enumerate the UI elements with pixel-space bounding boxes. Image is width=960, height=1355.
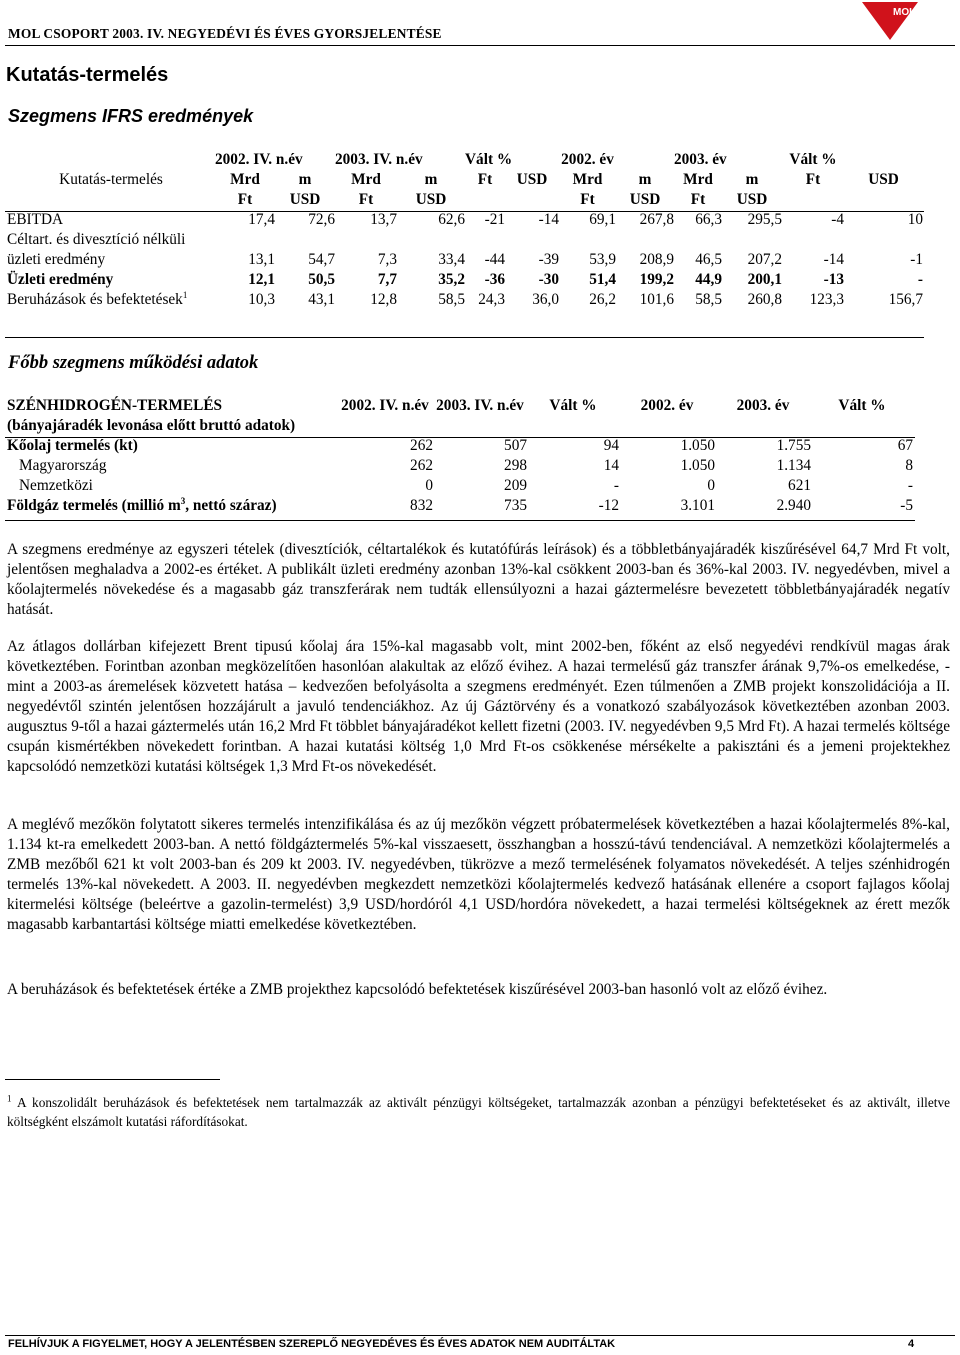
ifrs-corner-label: Kutatás-termelés <box>59 171 163 188</box>
footer-disclaimer: FELHÍVJUK A FIGYELMET, HOGY A JELENTÉSBEN SZEREPLŐ NEGYEDÉVES ÉS ÉVES ADATOK NEM AUDITÁLTAK <box>8 1338 616 1350</box>
ifrs-cell: 50,5 <box>308 271 335 288</box>
operating-cell: 262 <box>410 437 433 454</box>
ifrs-cell: 207,2 <box>747 251 782 268</box>
operating-cell: 735 <box>504 497 527 514</box>
operating-cell: 0 <box>707 477 715 494</box>
ifrs-cell: 53,9 <box>589 251 616 268</box>
ifrs-cell: 43,1 <box>308 291 335 308</box>
paragraph-segment-result: A szegmens eredménye az egyszeri tételek (divesztíciók, céltartalékok és kutatófúrás leírások) és a többletbányajáradék kiszűrésével 64,7 Mrd Ft volt, jelentősen meghaladva a 2002-es értéket. A publikált üzleti eredmény azonban 13%-kal csökkent 2003-ban és 36%-kal 2003. IV. negyedévben, mivel a kőolajtermelés növekedése és a magasabb gáz transzferárak nem tudták ellensúlyozni a hazai gáztermelésre bevezetett többletbányajáradék negatív hatását. <box>7 541 950 618</box>
operating-col-header: 2003. IV. n.év <box>436 397 524 414</box>
operating-data-table <box>7 396 913 516</box>
ifrs-cell: 13,7 <box>370 211 397 228</box>
operating-header-label <box>7 396 337 436</box>
operating-row-label-suffix: , nettó száraz) <box>185 497 277 514</box>
report-header-title: MOL CSOPORT 2003. IV. NEGYEDÉVI ÉS ÉVES GYORSJELENTÉSE <box>8 26 442 41</box>
ifrs-row-label <box>7 270 215 290</box>
footer-divider <box>5 1335 955 1336</box>
operating-table-row <box>7 496 913 516</box>
operating-cell: 621 <box>788 477 811 494</box>
operating-cell: 1.050 <box>680 457 715 474</box>
ifrs-cell: 58,5 <box>438 291 465 308</box>
ifrs-cell: 51,4 <box>589 271 616 288</box>
ifrs-col-header: 2003. IV. n.év <box>335 151 423 168</box>
ifrs-cell: 36,0 <box>532 291 559 308</box>
ifrs-col-header: USD <box>868 171 899 188</box>
operating-cell: 0 <box>425 477 433 494</box>
ifrs-cell: 200,1 <box>747 271 782 288</box>
ifrs-cell: -21 <box>484 211 505 228</box>
ifrs-row-label-text: Beruházások és befektetések <box>7 291 183 308</box>
ifrs-col-header <box>782 190 844 210</box>
ifrs-cell: 13,1 <box>248 251 275 268</box>
ifrs-row-label <box>7 210 215 230</box>
operating-row-label <box>7 456 337 476</box>
ifrs-cell: -14 <box>538 211 559 228</box>
ifrs-cell: -39 <box>538 251 559 268</box>
ifrs-header-divider <box>5 211 924 212</box>
operating-row-label-text: Földgáz termelés (millió m <box>7 497 181 514</box>
operating-row-label-text: Kőolaj termelés (kt) <box>7 437 138 454</box>
ifrs-row-label <box>7 230 215 270</box>
operating-cell: 1.134 <box>776 457 811 474</box>
ifrs-col-header: USD <box>415 191 447 208</box>
ifrs-col-header: Ft <box>358 191 374 208</box>
ifrs-corner-label <box>7 190 215 210</box>
footnote-divider <box>5 1079 220 1080</box>
ifrs-cell: 44,9 <box>695 271 722 288</box>
ifrs-col-header: 2002. év <box>561 151 614 168</box>
operating-col-header: 2003. év <box>736 397 790 414</box>
ifrs-col-header: 2002. IV. n.év <box>215 151 303 168</box>
operating-row-label-text: Magyarország <box>19 457 107 474</box>
ifrs-header-row <box>7 150 923 170</box>
ifrs-col-header <box>844 190 923 210</box>
ifrs-cell: 12,8 <box>370 291 397 308</box>
unit-superscript: 3 <box>180 495 186 506</box>
operating-data-title: Főbb szegmens működési adatok <box>8 353 259 373</box>
ifrs-cell: 156,7 <box>888 291 923 308</box>
ifrs-results-table <box>7 150 923 310</box>
ifrs-col-header <box>505 190 559 210</box>
ifrs-cell: 208,9 <box>639 251 674 268</box>
operating-cell: 8 <box>905 457 913 474</box>
ifrs-cell: -36 <box>484 271 505 288</box>
ifrs-col-header: Ft <box>690 191 706 208</box>
operating-cell: 832 <box>410 497 433 514</box>
ifrs-cell: 33,4 <box>438 251 465 268</box>
ifrs-cell: - <box>917 271 923 288</box>
operating-cell: 3.101 <box>680 497 715 514</box>
operating-cell: 2.940 <box>776 497 811 514</box>
ifrs-col-header: Ft <box>477 171 493 188</box>
ifrs-col-header <box>722 150 782 170</box>
ifrs-col-header: USD <box>516 171 548 188</box>
operating-cell: 298 <box>504 457 527 474</box>
ifrs-cell: 199,2 <box>639 271 674 288</box>
operating-cell: 67 <box>897 437 913 454</box>
ifrs-col-header: m <box>638 171 652 188</box>
operating-col-header: 2002. IV. n.év <box>341 397 429 414</box>
ifrs-cell: 66,3 <box>695 211 722 228</box>
ifrs-cell: -30 <box>538 271 559 288</box>
mol-logo <box>862 2 918 40</box>
operating-cell: 209 <box>504 477 527 494</box>
ifrs-cell: 10,3 <box>248 291 275 308</box>
ifrs-table-row <box>7 290 923 310</box>
ifrs-cell: -14 <box>823 251 844 268</box>
ifrs-row-label-text: Céltart. és divesztíció nélküli üzleti eredmény <box>7 231 186 268</box>
ifrs-col-header <box>505 150 559 170</box>
operating-cell: 14 <box>603 457 619 474</box>
operating-cell: - <box>613 477 619 494</box>
operating-table-row <box>7 456 913 476</box>
ifrs-col-header: m <box>424 171 438 188</box>
operating-header-row <box>7 396 913 436</box>
ifrs-col-header: Ft <box>805 171 821 188</box>
ifrs-col-header: USD <box>629 191 661 208</box>
operating-cell: 1.755 <box>776 437 811 454</box>
operating-row-label <box>7 436 337 456</box>
ifrs-col-header <box>844 150 923 170</box>
ifrs-col-header <box>616 150 674 170</box>
operating-header-divider <box>5 437 915 438</box>
ifrs-col-header: USD <box>289 191 321 208</box>
ifrs-cell: 26,2 <box>589 291 616 308</box>
operating-cell: 507 <box>504 437 527 454</box>
footnote-text: A konszolidált beruházások és befektetések nem tartalmazzák az aktivált pénzügyi költségeket, tartalmazzák azonban a pénzügyi befektetéseket és az aktivált, illetve költségként elszámolt kutatási ráfordításokat. <box>7 1095 950 1129</box>
ifrs-cell: 123,3 <box>809 291 844 308</box>
footnote-marker: 1 <box>7 1093 12 1104</box>
operating-col-header: 2002. év <box>640 397 694 414</box>
ifrs-cell: 7,7 <box>377 271 397 288</box>
ifrs-cell: -44 <box>484 251 505 268</box>
operating-header-line2: (bányajáradék levonása előtt bruttó adatok) <box>7 417 296 434</box>
section-title: Kutatás-termelés <box>6 64 169 86</box>
operating-col-header: Vált % <box>838 397 886 414</box>
page-number: 4 <box>908 1338 915 1350</box>
ifrs-cell: 101,6 <box>639 291 674 308</box>
ifrs-cell: 54,7 <box>308 251 335 268</box>
section-subtitle: Szegmens IFRS eredmények <box>8 106 254 126</box>
ifrs-cell: 58,5 <box>695 291 722 308</box>
ifrs-cell: 7,3 <box>377 251 397 268</box>
ifrs-cell: 17,4 <box>248 211 275 228</box>
operating-table-divider <box>5 520 915 521</box>
operating-cell: 262 <box>410 457 433 474</box>
ifrs-col-header: Mrd <box>230 171 260 188</box>
ifrs-col-header: Vált % <box>465 151 513 168</box>
ifrs-cell: 12,1 <box>248 271 275 288</box>
ifrs-col-header: 2003. év <box>674 151 727 168</box>
ifrs-cell: 260,8 <box>747 291 782 308</box>
operating-row-label-text: Nemzetközi <box>19 477 93 494</box>
ifrs-cell: 35,2 <box>438 271 465 288</box>
ifrs-col-header: Ft <box>237 191 253 208</box>
paragraph-brent-price: Az átlagos dollárban kifejezett Brent tipusú kőolaj ára 15%-kal magasabb volt, mint 2002-ben, főként az első negyedévi rendkívül magas árak következtében. Forintban azonban megközelítően hasonlóan alakultak az előző évihez. A hazai termelésű gáz transzfer árának 9,7%-os emelkedése, - mint a 2003-as áremelések közvetett hatása – kedvezően befolyásolta a szegmens eredményét. Ezen túlmenően a ZMB projekt konszolidációja a II. negyedévtől szintén jelentősen hozzájárult a javuló tendenciákhoz. Az új Gáztörvény és a vonatkozó szabályozások következtében azonban 2003. augusztus 9-től a hazai gáztermelés után 16,2 Mrd Ft többlet bányajáradékot kellett fizetni (2003. IV. negyedévben 9,5 Mrd Ft). A hazai termelés költsége csupán kismértékben növekedett forintban. A hazai kutatási költség 1,0 Mrd Ft-os csökkenése mérsékelte a pakisztáni és a jemeni projektekhez kapcsolódó nemzetközi kutatási költségek 1,3 Mrd Ft-os növekedését. <box>7 638 950 775</box>
operating-cell: 1.050 <box>680 437 715 454</box>
ifrs-corner-label <box>7 150 215 170</box>
ifrs-table-row <box>7 270 923 290</box>
ifrs-col-header: Vált % <box>789 151 837 168</box>
ifrs-col-header: Mrd <box>683 171 713 188</box>
ifrs-cell: -4 <box>831 211 844 228</box>
ifrs-cell: 24,3 <box>478 291 505 308</box>
ifrs-header-row <box>7 190 923 210</box>
operating-cell: -12 <box>598 497 619 514</box>
ifrs-row-label-text: Üzleti eredmény <box>7 271 114 288</box>
ifrs-col-header: Mrd <box>572 171 603 188</box>
operating-cell: - <box>907 477 913 494</box>
ifrs-table-row <box>7 210 923 230</box>
ifrs-col-header: Ft <box>580 191 595 208</box>
header-divider <box>5 45 955 46</box>
ifrs-cell: -1 <box>910 251 923 268</box>
paragraph-capex: A beruházások és befektetések értéke a ZMB projekthez kapcsolódó befektetések kiszűrésével 2003-ban hasonló volt az előző évihez. <box>7 981 828 998</box>
operating-row-label <box>7 496 337 516</box>
operating-row-label <box>7 476 337 496</box>
footnote <box>7 1093 950 1131</box>
ifrs-cell: 10 <box>907 211 923 228</box>
operating-cell: -5 <box>900 497 913 514</box>
operating-cell: 94 <box>603 437 619 454</box>
operating-table-row <box>7 436 913 456</box>
paragraph-production: A meglévő mezőkön folytatott sikeres termelés intenzifikálása és az új mezőkön végzett próbatermelések következtében a hazai kőolajtermelés 8%-kal, 1.134 kt-ra emelkedett 2003-ban. A nettó földgáztermelés 5%-kal visszaesett, összhangban a hosszú-távú tendenciával. A nemzetközi kőolajtermelés a ZMB mezőből 621 kt volt 2003-ban és 209 kt 2003. IV. negyedévben, tükrözve a mező termelésének folyamatos növekedését. A teljes szénhidrogén termelés 13%-kal növekedett. A 2003. II. negyedévben megkezdett nemzetközi kőolajtermelés kedvező hatásának ellenére a csoport fajlagos kőolaj kitermelési költsége (beleértve a gazolin-termelést) 3,9 USD/hordóról 4,1 USD/hordóra növekedett, a hazai termelési költségeknek az érett mezők magasabb karbantartási költsége miatti emelkedése következtében. <box>7 816 950 933</box>
ifrs-header-row <box>7 170 923 190</box>
ifrs-table-divider <box>5 337 924 338</box>
ifrs-cell: 62,6 <box>438 211 465 228</box>
ifrs-cell: 267,8 <box>639 211 674 228</box>
ifrs-cell: 295,5 <box>747 211 782 228</box>
ifrs-table-row <box>7 230 923 270</box>
ifrs-footnote-marker: 1 <box>182 289 188 300</box>
operating-col-header: Vált % <box>549 397 597 414</box>
ifrs-col-header: m <box>745 171 759 188</box>
ifrs-cell: -13 <box>823 271 844 288</box>
ifrs-row-label-text: EBITDA <box>7 211 64 228</box>
ifrs-cell: 69,1 <box>589 211 616 228</box>
ifrs-row-label <box>7 290 215 310</box>
operating-header-line1: SZÉNHIDROGÉN-TERMELÉS <box>7 397 223 414</box>
mol-logo-text: MOL <box>893 7 916 18</box>
ifrs-cell: 72,6 <box>308 211 335 228</box>
ifrs-cell: 46,5 <box>695 251 722 268</box>
operating-table-row <box>7 476 913 496</box>
ifrs-col-header <box>465 190 505 210</box>
ifrs-col-header: m <box>298 171 312 188</box>
ifrs-col-header: Mrd <box>351 171 381 188</box>
ifrs-col-header: USD <box>736 191 768 208</box>
